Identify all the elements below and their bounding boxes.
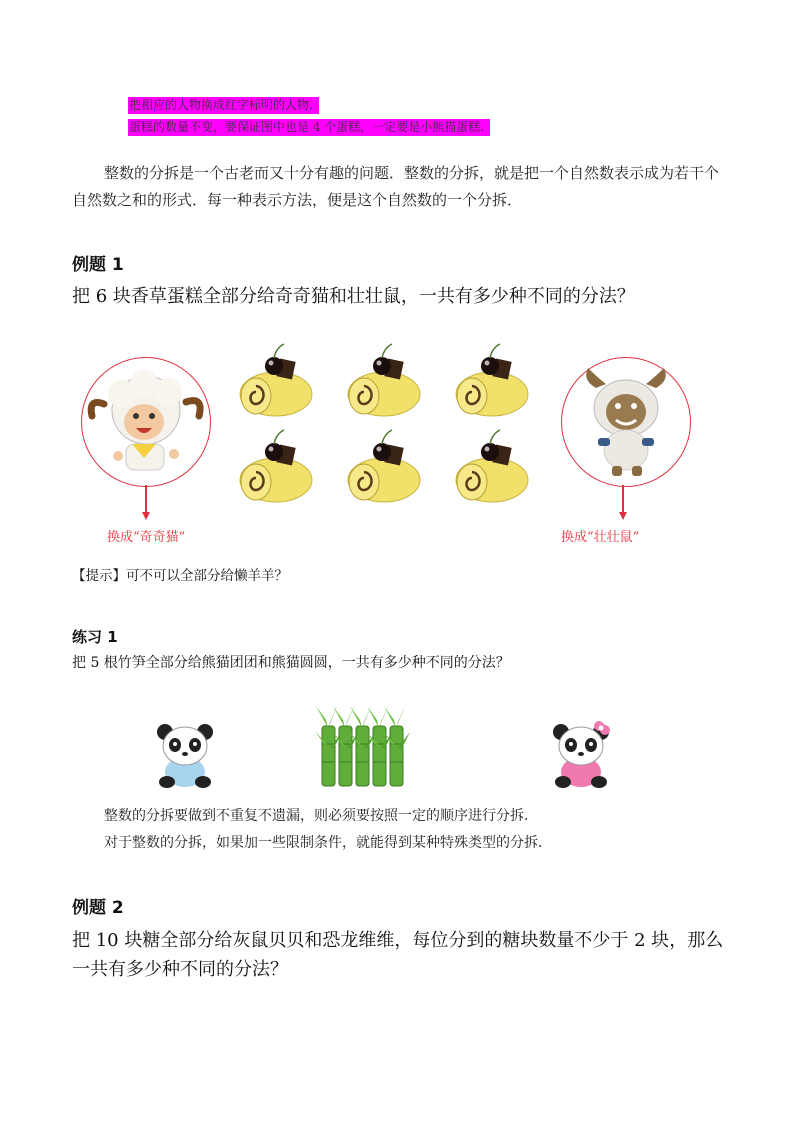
editor-note-1: 把相应的人物换成红字标明的人物. xyxy=(128,97,319,114)
practice1-heading: 练习 1 xyxy=(72,628,118,646)
example1-heading: 例题 1 xyxy=(72,255,124,275)
panda-tuantuan-icon xyxy=(153,720,217,788)
wolf-character-icon xyxy=(562,358,690,486)
cake-icon xyxy=(240,344,312,416)
cake-icon xyxy=(240,430,312,502)
right-callout: 换成“壮壮鼠” xyxy=(561,530,640,545)
left-callout: 换成“奇奇猫” xyxy=(107,530,186,545)
right-arrow-line xyxy=(622,485,624,513)
intro-paragraph: 整数的分拆是一个古老而又十分有趣的问题．整数的分拆，就是把一个自然数表示成为若干个自然数之和的形式．每一种表示方法，便是这个自然数的一个分拆． xyxy=(72,164,720,209)
example2-problem: 把 10 块糖全部分给灰鼠贝贝和恐龙维维，每位分到的糖块数量不少于 2 块，那么一共有多少种不同的分法？ xyxy=(72,930,724,980)
example1-problem: 把 6 块香草蛋糕全部分给奇奇猫和壮壮鼠，一共有多少种不同的分法？ xyxy=(72,286,635,307)
practice1-problem: 把 5 根竹笋全部分给熊猫团团和熊猫圆圆，一共有多少种不同的分法？ xyxy=(72,655,510,671)
cake-icon xyxy=(348,430,420,502)
bamboo-shoots-group xyxy=(316,704,412,788)
right-character-circle xyxy=(561,357,691,487)
rule-line-1: 整数的分拆要做到不重复不遗漏，则必须要按照一定的顺序进行分拆． xyxy=(104,808,538,824)
sheep-character-icon xyxy=(82,358,210,486)
hint-text: 【提示】可不可以全部分给懒羊羊？ xyxy=(72,568,288,584)
panda-yuanyuan-icon xyxy=(549,718,613,788)
cake-icon xyxy=(456,344,528,416)
bamboo-shoot-icon xyxy=(316,704,342,786)
cake-icon xyxy=(348,344,420,416)
editor-note-2: 蛋糕的数量不变，要保证图中也是 4 个蛋糕，一定要是小熊猫蛋糕. xyxy=(128,119,490,136)
rule-line-2: 对于整数的分拆，如果加一些限制条件，就能得到某种特殊类型的分拆． xyxy=(104,835,552,851)
example2-heading: 例题 2 xyxy=(72,898,124,918)
cake-icon xyxy=(456,430,528,502)
left-character-circle xyxy=(81,357,211,487)
cakes-group xyxy=(230,340,540,510)
left-arrow-line xyxy=(145,485,147,513)
left-arrow-head xyxy=(142,512,150,520)
right-arrow-head xyxy=(619,512,627,520)
